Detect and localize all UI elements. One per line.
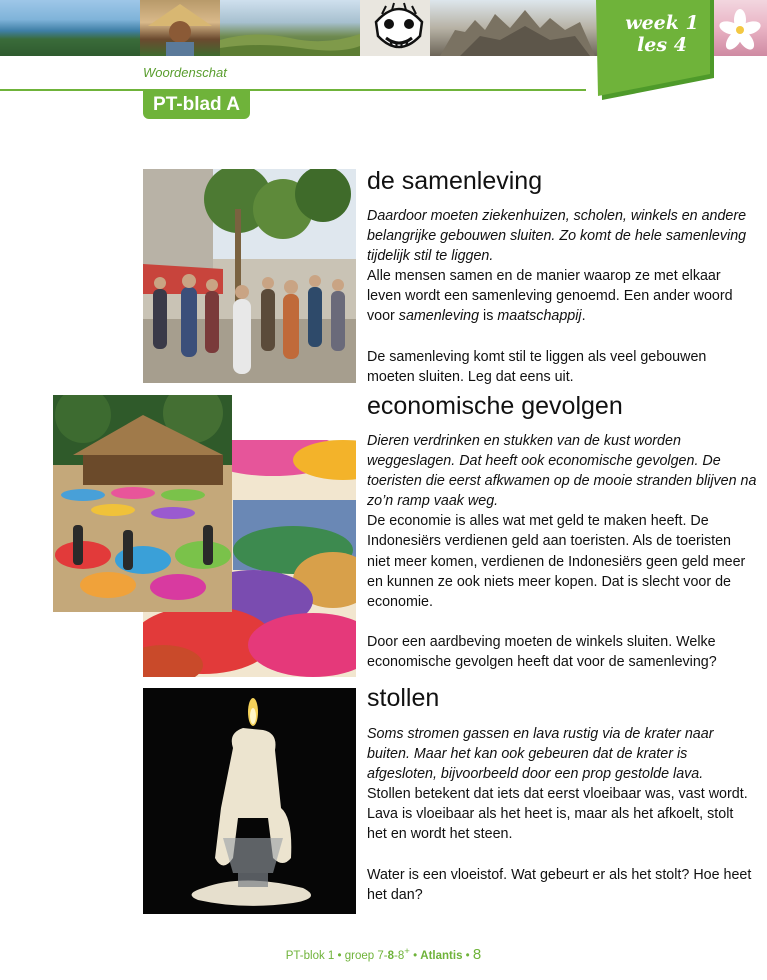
entry-title-samenleving: de samenleving — [367, 167, 543, 195]
footer-blok: PT-blok 1 — [285, 950, 335, 962]
context-sentence: Soms stromen gassen en lava rustig via de krater naar buiten. Maar het kan ook gebeuren dat de krater is afgesloten, bijvoorbeeld door een prop gestolde lava. — [367, 726, 714, 783]
beach-bar-photo — [53, 395, 232, 612]
worksheet-tab: PT-blad A — [143, 91, 250, 119]
banner-photo-rice-fields — [220, 0, 360, 56]
banner-photo-lake — [0, 0, 140, 56]
balinese-mask-icon — [372, 2, 426, 54]
entry-title-economische-gevolgen: economische gevolgen — [367, 392, 623, 420]
question-text: De samenleving komt stil te liggen als veel gebouwen moeten sluiten. Leg dat eens uit. — [367, 348, 707, 385]
question-text: Door een aardbeving moeten de winkels sluiten. Welke economische gevolgen heeft dat voor de samenleving? — [367, 633, 717, 670]
definition-text: Alle mensen samen en de manier waarop ze met elkaar leven wordt een samenleving genoemd. Een ander woord voor samenleving is maatschappij. — [367, 268, 733, 325]
page-number: 8 — [472, 946, 482, 963]
lesson-number: les 4 — [637, 34, 687, 56]
entry-body-samenleving — [367, 206, 757, 387]
question-text: Water is een vloeistof. Wat gebeurt er als het stolt? Hoe heet het dan? — [367, 866, 752, 903]
context-sentence: Dieren verdrinken en stukken van de kust worden weggeslagen. Dat heeft ook economische gevolgen. De toeristen die eerst afkwamen op de mooie stranden blijven na zo’n ramp vaak weg. — [367, 433, 757, 510]
footer-brand: Atlantis — [420, 950, 463, 962]
week-number: week 1 — [625, 12, 699, 34]
banner-photo-temple — [430, 0, 600, 56]
header-rule — [0, 89, 586, 91]
context-sentence: Daardoor moeten ziekenhuizen, scholen, winkels en andere belangrijke gebouwen sluiten. Zo komt de hele samenleving tijdelijk stil te liggen. — [367, 208, 747, 265]
banner-photo-farmer — [140, 0, 220, 56]
definition-text: De economie is alles wat met geld te maken heeft. De Indonesiërs verdienen geld aan toeristen. Als de toeristen niet meer komen, verdienen de Indonesiërs geen geld meer en kunnen ze ook niets meer kopen. Dat is slecht voor de economie. — [367, 513, 746, 610]
week-label — [612, 12, 712, 56]
footer-groep: groep 7-8-8+ — [344, 946, 410, 962]
section-label: Woordenschat — [143, 65, 227, 80]
definition-text: Stollen betekent dat iets dat eerst vloeibaar was, vast wordt. Lava is vloeibaar als het heet is, maar als het afkoelt, stolt het en wordt het steen. — [367, 786, 748, 843]
entry-title-stollen: stollen — [367, 684, 440, 712]
entry-body-economische-gevolgen — [367, 431, 757, 672]
melted-candle-photo — [143, 688, 356, 914]
entry-body-stollen — [367, 724, 757, 905]
street-crowd-photo — [143, 169, 356, 383]
page-footer: PT-blok 1 • groep 7-8-8+ • Atlantis • 8 — [285, 946, 482, 963]
